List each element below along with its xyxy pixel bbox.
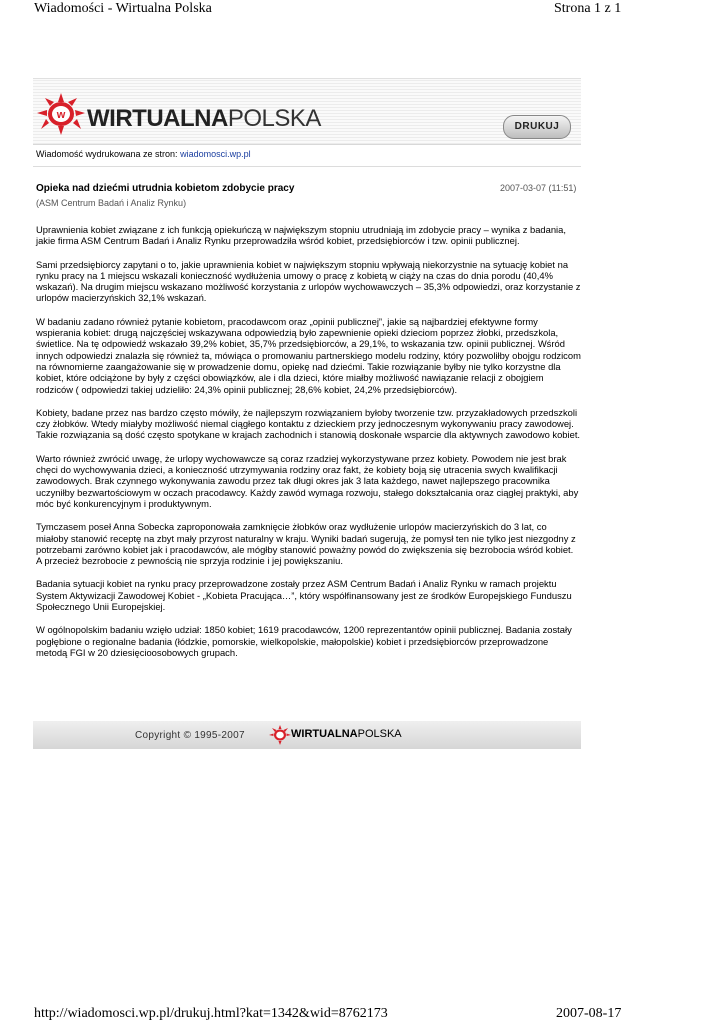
footer-logo[interactable] — [269, 725, 409, 745]
article-body — [36, 224, 581, 670]
sun-logo-icon — [37, 93, 89, 135]
logo-wordmark: WIRTUALNAPOLSKA — [87, 105, 321, 132]
copyright-text: Copyright © 1995-2007 — [135, 730, 245, 741]
svg-text:w: w — [56, 109, 66, 121]
print-header-title: Wiadomości - Wirtualna Polska — [34, 1, 212, 16]
copyright-bar — [33, 721, 581, 749]
article-paragraph: Badania sytuacji kobiet na rynku pracy przeprowadzone zostały przez ASM Centrum Badań i Analiz Rynku w ramach projektu System Aktywizacji Zawodowej Kobiet - „Kobieta Pracująca…”, który współfinansowany jest ze środków Europejskiego Funduszu Społecznego Unii Europejskiej. — [36, 578, 572, 613]
divider — [33, 166, 581, 167]
article-paragraph: Sami przedsiębiorcy zapytani o to, jakie uprawnienia kobiet w największym stopniu wpływają niekorzystnie na sytuację kobiet na rynku pracy na 1 miejscu wskazali konieczność wydłużenia umowy o pracę z kobietą w ciąży na czas do dnia porodu (40,4% wskazań). Na drugim miejscu wskazano możliwość korzystania z urlopów wychowawczych – 35,3% odpowiedzi, oraz korzystanie z urlopów macierzyńskich 32,1% wskazań. — [36, 258, 581, 304]
sun-logo-icon — [269, 725, 291, 745]
article-paragraph: Warto również zwrócić uwagę, że urlopy wychowawcze są coraz rzadziej wykorzystywane przez kobiety. Powodem nie jest brak chęci do wychowywania dzieci, a konieczność utrzymywania rodziny oraz fakt, że kobiety boją się utracenia swych kwalifikacji zawodowych. Brak czynnego wykonywania zawodu przez tak długi okres jak 3 lata każdego, nawet najlepszego pracownika uczyniłby bezwartościowym w oczach pracodawcy. Każdy zawód wymaga rozwoju, stałego dokształcania oraz ciągłej praktyki, aby móc być konkurencyjnym i produktywnym. — [36, 452, 579, 509]
article-paragraph: Kobiety, badane przez nas bardzo często mówiły, że najlepszym rozwiązaniem byłoby tworzenie tzw. przyzakładowych przedszkoli czy żłobków. Wtedy miałyby możliwość niemal ciągłego kontaktu z dzieckiem przy jednoczesnym wykonywaniu pracy zawodowej. Takie rozwiązania są dość często spotykane w krajach zachodnich i stanowią doskonałe wsparcie dla aktywnych zawodowo kobiet. — [36, 406, 581, 441]
print-header-page: Strona 1 z 1 — [554, 1, 622, 16]
banner — [33, 78, 581, 145]
article-paragraph: Uprawnienia kobiet związane z ich funkcją opiekuńczą w największym stopniu utrudniają im zdobycie pracy – wynika z badania, jakie firma ASM Centrum Badań i Analiz Rynku przeprowadziła wśród kobiet, przedsiębiorców i tzw. opinii publicznej. — [36, 224, 566, 247]
article-paragraph: Tymczasem poseł Anna Sobecka zaproponowała zamknięcie żłobków oraz wydłużenie urlopów macierzyńskich do 3 lat, co miałoby stanowić receptę na zbyt mały przyrost naturalny w kraju. Wyniki badań sugerują, że pomysł ten nie tylko jest niezgodny z potrzebami zarówno kobiet jak i pracodawców, ale mógłby stanowić poważny powód do zwiększenia się bezrobocia wśród kobiet. A przecież bezrobocie z pewnością nie sprzyja rodzinie i jej powiększaniu. — [36, 521, 576, 567]
print-button[interactable]: DRUKUJ — [503, 115, 571, 139]
wirtualna-polska-logo[interactable] — [37, 93, 321, 135]
footer-logo-wordmark: WIRTUALNAPOLSKA — [291, 728, 402, 740]
source-link[interactable]: wiadomosci.wp.pl — [180, 149, 251, 159]
article-date: 2007-03-07 (11:51) — [500, 183, 577, 193]
article-paragraph: W ogólnopolskim badaniu wzięło udział: 1850 kobiet; 1619 pracodawców, 1200 reprezentantów opinii publicznej. Badania zostały pogłębione o regionalne badania (łódzkie, pomorskie, wielkopolskie, małopolskie) kobiet i przedsiębiorców przeprowadzone metodą FGI w 20 dziesięcioosobowych grupach. — [36, 624, 572, 658]
article-paragraph: W badaniu zadano również pytanie kobietom, pracodawcom oraz „opinii publicznej”, jakie są najbardziej efektywne formy wspierania kobiet: drugą najczęściej wskazywana odpowiedzią było zapewnienie opieki dzieciom poprzez żłobki, przedszkola, świetlice. Na tę odpowiedź wskazało 39,2% kobiet, 35,7% przedsiębiorców, a 29,1%, to wskazania tzw. opinii publicznej. Wśród innych odpowiedzi znalazła się również ta, mówiąca o promowaniu partnerskiego modelu rodziny, który pozwoliłby obojgu rodzicom na równomierne zaangażowanie się w prowadzenie domu, opiekę nad dziećmi. Takie rozwiązanie byłby nie tylko korzystne dla kobiet, które odciążone by były z części obowiązków, ale i dla dzieci, które miałby możliwość nawiązanie relacji z obojgiem rodziców ( odpowiedzi takiej udzieliło: 24,3% opinii publicznej; 28,6% kobiet, 24,2% przedsiębiorców). — [36, 315, 581, 395]
print-footer-url: http://wiadomosci.wp.pl/drukuj.html?kat=1342&wid=8762173 — [34, 1006, 388, 1021]
print-footer — [0, 1006, 724, 1024]
source-line — [36, 149, 251, 159]
article-title: Opieka nad dziećmi utrudnia kobietom zdobycie pracy — [36, 183, 295, 194]
print-header — [0, 0, 724, 22]
print-footer-date: 2007-08-17 — [556, 1006, 622, 1021]
source-label: Wiadomość wydrukowana ze stron: — [36, 149, 178, 159]
article-source: (ASM Centrum Badań i Analiz Rynku) — [36, 198, 187, 208]
